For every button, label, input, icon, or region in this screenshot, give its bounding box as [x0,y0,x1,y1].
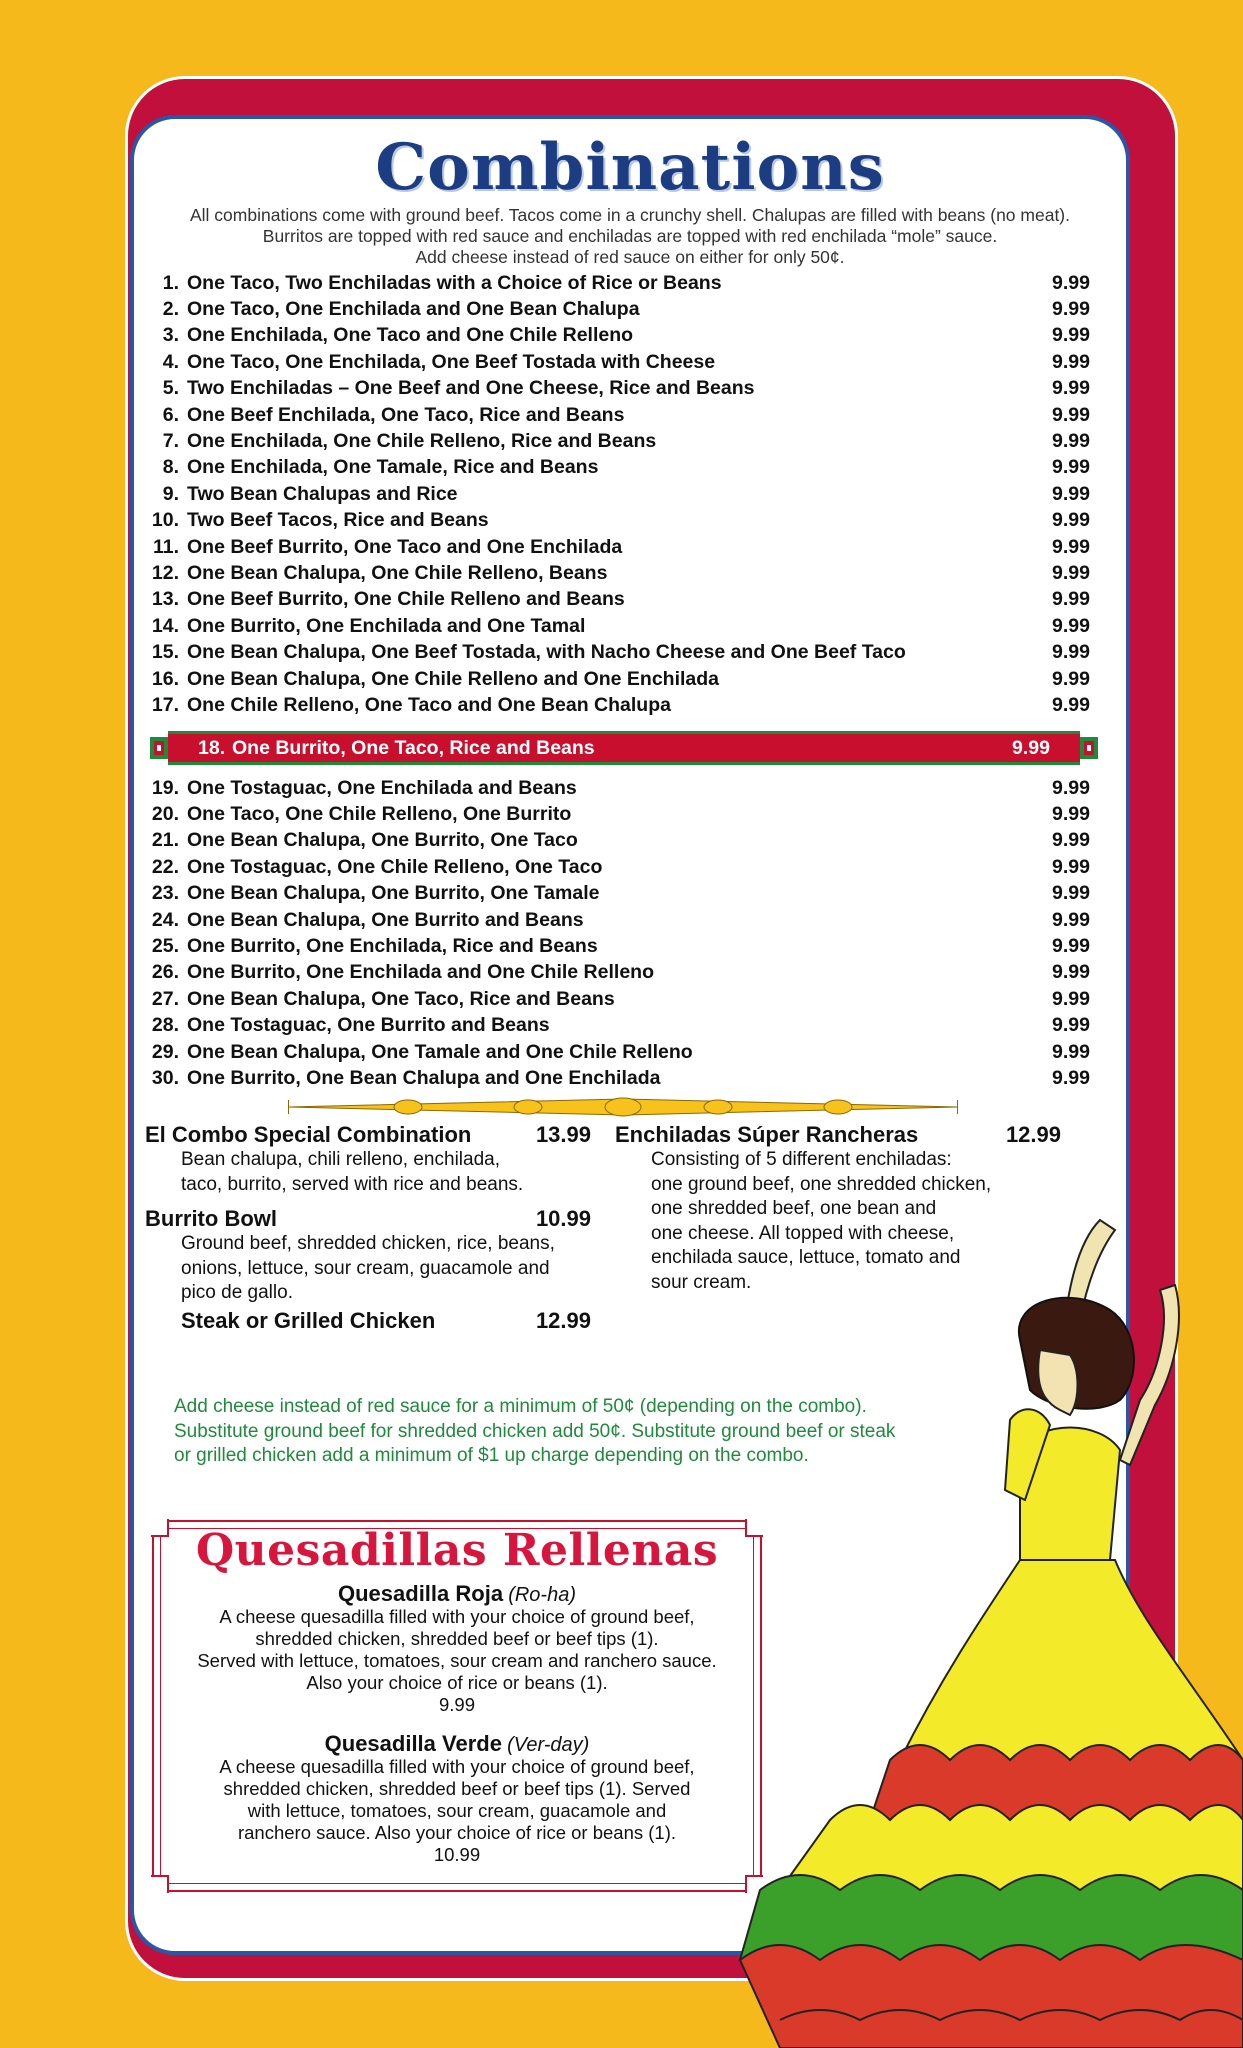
combo-name: One Beef Burrito, One Taco and One Enchilada [187,535,623,558]
combo-name: Two Bean Chalupas and Rice [187,482,458,505]
special-name: El Combo Special Combination [145,1122,472,1147]
combo-item [148,534,1090,560]
special-el-combo [145,1122,591,1197]
combo-name: One Bean Chalupa, One Tamale and One Chile Relleno [187,1040,693,1063]
combo-item [148,349,1090,375]
combo-name: One Beef Burrito, One Chile Relleno and Beans [187,588,625,611]
quesadilla-roja [160,1583,754,1716]
description-line: Also your choice of rice or beans (1). [306,1672,608,1693]
combo-name: One Burrito, One Enchilada and One Tamal [187,614,586,637]
description-line: Served with lettuce, tomatoes, sour cream and ranchero sauce. [197,1650,717,1671]
combo-item [148,775,1090,801]
description-line: one cheese. All topped with cheese, [651,1222,955,1244]
combo-name: One Enchilada, One Tamale, Rice and Beans [187,456,599,479]
description-line: one ground beef, one shredded chicken, [651,1173,992,1195]
combo-price: 9.99 [1052,430,1090,453]
combo-name: One Tostaguac, One Enchilada and Beans [187,776,577,799]
combo-price: 9.99 [1052,456,1090,479]
featured-combo-item [168,731,1080,765]
combo-price: 9.99 [1052,561,1090,584]
special-price: 10.99 [535,1206,591,1231]
combo-price: 9.99 [1052,961,1090,984]
combo-name: One Bean Chalupa, One Beef Tostada, with Nacho Cheese and One Beef Taco [187,641,906,664]
combo-item [148,1065,1090,1091]
combo-price: 9.99 [1052,535,1090,558]
description-line: ranchero sauce. Also your choice of rice or beans (1). [237,1822,677,1843]
combo-price: 9.99 [1052,509,1090,532]
combo-price: 9.99 [1012,736,1050,759]
combo-price: 9.99 [1052,987,1090,1010]
page-title: Combinations [375,130,885,205]
combo-item [148,323,1090,349]
intro-line: Add cheese instead of red sauce on either for only 50¢. [415,247,845,267]
combo-item [148,270,1090,296]
combo-number: 15. [151,641,179,664]
combo-item [148,402,1090,428]
combo-price: 9.99 [1052,271,1090,294]
combo-number: 25. [151,935,179,958]
combo-price: 9.99 [1052,588,1090,611]
combo-number: 10. [151,509,179,532]
combo-price: 9.99 [1052,855,1090,878]
combo-name: One Bean Chalupa, One Chile Relleno, Beans [187,561,608,584]
special-price: 12.99 [1005,1122,1061,1147]
combo-number: 13. [151,588,179,611]
special-description [145,1148,591,1197]
ornamental-divider [288,1096,958,1118]
description-line: A cheese quesadilla filled with your choice of ground beef, [219,1606,695,1627]
combo-price: 9.99 [1052,324,1090,347]
quesadilla-name: Quesadilla Verde [324,1731,502,1756]
combo-name: One Bean Chalupa, One Burrito, One Taco [187,829,578,852]
description-line: shredded chicken, shredded beef or beef tips (1). [255,1628,659,1649]
combo-name: One Bean Chalupa, One Burrito and Beans [187,908,584,931]
combo-number: 5. [162,377,179,400]
quesadilla-pronunciation: (Ro-ha) [508,1584,576,1606]
combo-price: 9.99 [1052,377,1090,400]
combo-item [148,828,1090,854]
combo-number: 16. [151,667,179,690]
combo-price: 9.99 [1052,403,1090,426]
combo-number: 20. [151,803,179,826]
combo-price: 9.99 [1052,803,1090,826]
combo-number: 1. [162,271,179,294]
description-line: enchilada sauce, lettuce, tomato and [651,1247,961,1268]
combo-item [148,1039,1090,1065]
combo-price: 9.99 [1052,298,1090,321]
special-price: 13.99 [535,1122,591,1147]
option-name: Steak or Grilled Chicken [181,1307,436,1333]
description-line: onions, lettuce, sour cream, guacamole and [181,1257,550,1279]
special-option [145,1308,591,1334]
combo-number: 6. [162,403,179,426]
combo-list-top [148,270,1090,719]
combo-name: One Chile Relleno, One Taco and One Bean Chalupa [187,693,671,716]
combo-item [148,881,1090,907]
description-line: shredded chicken, shredded beef or beef tips (1). Served [223,1778,691,1799]
quesadilla-price: 9.99 [438,1694,475,1715]
combo-item [148,666,1090,692]
combo-item [148,613,1090,639]
combo-price: 9.99 [1052,350,1090,373]
description-line: Ground beef, shredded chicken, rice, beans, [181,1233,555,1254]
combo-item [148,801,1090,827]
quesadilla-pronunciation: (Ver-day) [507,1734,590,1756]
special-name: Enchiladas Súper Rancheras [615,1122,919,1147]
combo-name: One Burrito, One Bean Chalupa and One Enchilada [187,1066,661,1089]
combo-number: 30. [151,1066,179,1089]
combo-price: 9.99 [1052,1014,1090,1037]
combo-number: 3. [162,324,179,347]
combo-number: 9. [162,482,179,505]
combo-price: 9.99 [1052,776,1090,799]
combo-number: 24. [151,908,179,931]
combo-name: One Bean Chalupa, One Chile Relleno and One Enchilada [187,667,720,690]
combo-item [148,907,1090,933]
combo-price: 9.99 [1052,641,1090,664]
combo-number: 8. [162,456,179,479]
combo-price: 9.99 [1052,1040,1090,1063]
combo-item [148,587,1090,613]
combo-number: 26. [151,961,179,984]
intro-text [160,205,1100,268]
combo-name: One Tostaguac, One Chile Relleno, One Taco [187,855,603,878]
combo-number: 18. [198,736,226,759]
combo-name: One Taco, Two Enchiladas with a Choice of Rice or Beans [187,271,722,294]
combo-number: 17. [151,693,179,716]
combo-item [148,960,1090,986]
combo-number: 4. [162,350,179,373]
combo-number: 19. [151,776,179,799]
combo-item [148,296,1090,322]
combo-number: 14. [151,614,179,637]
quesadilla-name: Quesadilla Roja [338,1581,504,1606]
combo-number: 28. [151,1014,179,1037]
combo-name: One Burrito, One Enchilada and One Chile Relleno [187,961,654,984]
combo-name: One Enchilada, One Chile Relleno, Rice and Beans [187,430,657,453]
combo-price: 9.99 [1052,693,1090,716]
note-line: Substitute ground beef for shredded chicken add 50¢. Substitute ground beef or steak [174,1420,896,1442]
combo-item [148,854,1090,880]
box-corner-ornament [151,1875,169,1893]
special-name: Burrito Bowl [145,1206,277,1231]
description-line: pico de gallo. [181,1282,293,1303]
combo-number: 21. [151,829,179,852]
combo-price: 9.99 [1052,614,1090,637]
description-line: Bean chalupa, chili relleno, enchilada, [181,1149,500,1170]
combo-price: 9.99 [1052,882,1090,905]
option-price: 12.99 [535,1307,591,1333]
combo-number: 7. [162,430,179,453]
combo-item [148,933,1090,959]
combo-name: One Taco, One Chile Relleno, One Burrito [187,803,572,826]
quesadilla-verde [160,1733,754,1866]
combo-item [148,692,1090,718]
combo-number: 27. [151,987,179,1010]
intro-line: All combinations come with ground beef. Tacos come in a crunchy shell. Chalupas are filled with beans (no meat). [190,205,1070,225]
special-description [145,1232,591,1306]
banner-right-ornament [1080,737,1098,759]
combo-list-bottom [148,775,1090,1092]
combo-name: One Beef Enchilada, One Taco, Rice and Beans [187,403,625,426]
combo-name: One Enchilada, One Taco and One Chile Relleno [187,324,634,347]
quesadilla-price: 10.99 [433,1844,481,1865]
intro-line: Burritos are topped with red sauce and enchiladas are topped with red enchilada “mole” sauce. [262,226,998,246]
combo-item [148,508,1090,534]
combo-number: 22. [151,855,179,878]
combo-price: 9.99 [1052,667,1090,690]
description-line: Consisting of 5 different enchiladas: [651,1149,952,1170]
combo-price: 9.99 [1052,908,1090,931]
combo-name: One Tostaguac, One Burrito and Beans [187,1014,550,1037]
combo-item [148,1013,1090,1039]
banner-left-ornament [150,737,168,759]
description-line: sour cream. [651,1271,752,1293]
combo-price: 9.99 [1052,482,1090,505]
combo-name: One Bean Chalupa, One Taco, Rice and Beans [187,987,615,1010]
description-line: taco, burrito, served with rice and beans. [181,1173,524,1195]
featured-combo-banner [150,731,1098,765]
quesadillas-title: Quesadillas Rellenas [195,1525,719,1576]
combo-number: 12. [151,561,179,584]
combo-price: 9.99 [1052,1066,1090,1089]
combo-item [148,986,1090,1012]
combo-item [148,428,1090,454]
note-line: Add cheese instead of red sauce for a minimum of 50¢ (depending on the combo). [174,1396,867,1417]
combo-number: 2. [162,298,179,321]
combo-item [148,481,1090,507]
combo-item [148,560,1090,586]
description-line: A cheese quesadilla filled with your choice of ground beef, [219,1756,695,1777]
special-burrito-bowl [145,1206,591,1334]
combo-number: 29. [151,1040,179,1063]
combo-item [148,639,1090,665]
combo-price: 9.99 [1052,935,1090,958]
description-line: one shredded beef, one bean and [651,1198,937,1219]
combo-name: Two Beef Tacos, Rice and Beans [187,509,489,532]
combo-price: 9.99 [1052,829,1090,852]
combo-name: One Bean Chalupa, One Burrito, One Tamale [187,882,600,905]
combo-name: One Burrito, One Taco, Rice and Beans [232,736,595,759]
note-line: or grilled chicken add a minimum of $1 up charge depending on the combo. [174,1445,809,1466]
combo-number: 11. [152,535,179,558]
combo-item [148,455,1090,481]
combo-number: 23. [151,882,179,905]
flamenco-dancer-illustration [720,1200,1243,2048]
combo-item [148,376,1090,402]
description-line: with lettuce, tomatoes, sour cream, guacamole and [247,1800,667,1821]
combo-name: One Burrito, One Enchilada, Rice and Beans [187,935,598,958]
combo-name: One Taco, One Enchilada, One Beef Tostada with Cheese [187,350,716,373]
combo-name: Two Enchiladas – One Beef and One Cheese, Rice and Beans [187,377,755,400]
combo-name: One Taco, One Enchilada and One Bean Chalupa [187,298,640,321]
